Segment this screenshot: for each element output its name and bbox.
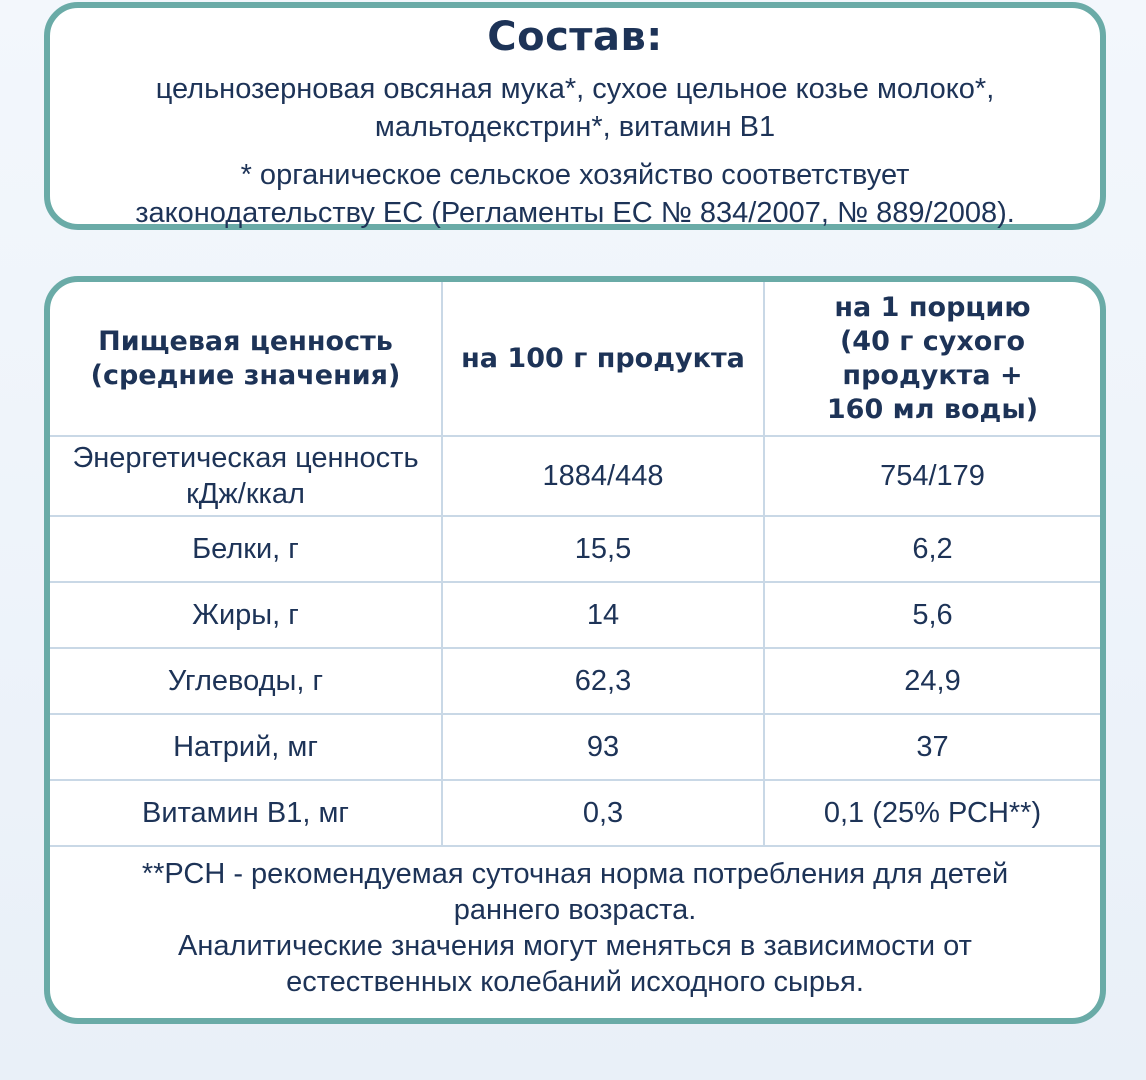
table-header-row: [50, 282, 1100, 436]
table-row: [50, 648, 1100, 714]
row-value-per-portion: 0,1 (25% РСН**): [764, 780, 1100, 846]
row-value-per-100g: 14: [442, 582, 764, 648]
table-row: [50, 516, 1100, 582]
header-per-portion: на 1 порцию (40 г сухого продукта + 160 мл воды): [764, 282, 1100, 436]
row-name: Витамин В1, мг: [50, 780, 442, 846]
header-nutrition-label: Пищевая ценность (средние значения): [50, 282, 442, 436]
row-value-per-100g: 93: [442, 714, 764, 780]
composition-title: Состав:: [487, 14, 663, 60]
composition-ingredients: цельнозерновая овсяная мука*, сухое цельное козье молоко*, мальтодекстрин*, витамин В1: [155, 73, 995, 143]
row-name: Белки, г: [50, 516, 442, 582]
composition-card: [44, 2, 1106, 230]
row-value-per-100g: 15,5: [442, 516, 764, 582]
analytic-note: Аналитические значения могут меняться в зависимости от естественных колебаний исходного сырья.: [178, 930, 972, 998]
organic-note: * органическое сельское хозяйство соответствует законодательству ЕС (Регламенты ЕС № 834/2007, № 889/2008).: [135, 159, 1015, 229]
nutrition-card: [44, 276, 1106, 1024]
table-row: [50, 436, 1100, 516]
header-per-100g: на 100 г продукта: [442, 282, 764, 436]
nutrition-table: [50, 282, 1100, 847]
row-value-per-portion: 6,2: [764, 516, 1100, 582]
table-row: [50, 714, 1100, 780]
row-value-per-100g: 0,3: [442, 780, 764, 846]
table-row: [50, 780, 1100, 846]
table-row: [50, 582, 1100, 648]
row-name: Натрий, мг: [50, 714, 442, 780]
row-value-per-100g: 62,3: [442, 648, 764, 714]
row-value-per-portion: 24,9: [764, 648, 1100, 714]
row-value-per-portion: 754/179: [764, 436, 1100, 516]
rsn-definition: **РСН - рекомендуемая суточная норма потребления для детей раннего возраста.: [141, 858, 1009, 926]
row-name: Углеводы, г: [50, 648, 442, 714]
row-value-per-100g: 1884/448: [442, 436, 764, 516]
row-name: Жиры, г: [50, 582, 442, 648]
row-name: Энергетическая ценность кДж/ккал: [50, 436, 442, 516]
row-value-per-portion: 37: [764, 714, 1100, 780]
row-value-per-portion: 5,6: [764, 582, 1100, 648]
footnote: [50, 856, 1100, 1000]
